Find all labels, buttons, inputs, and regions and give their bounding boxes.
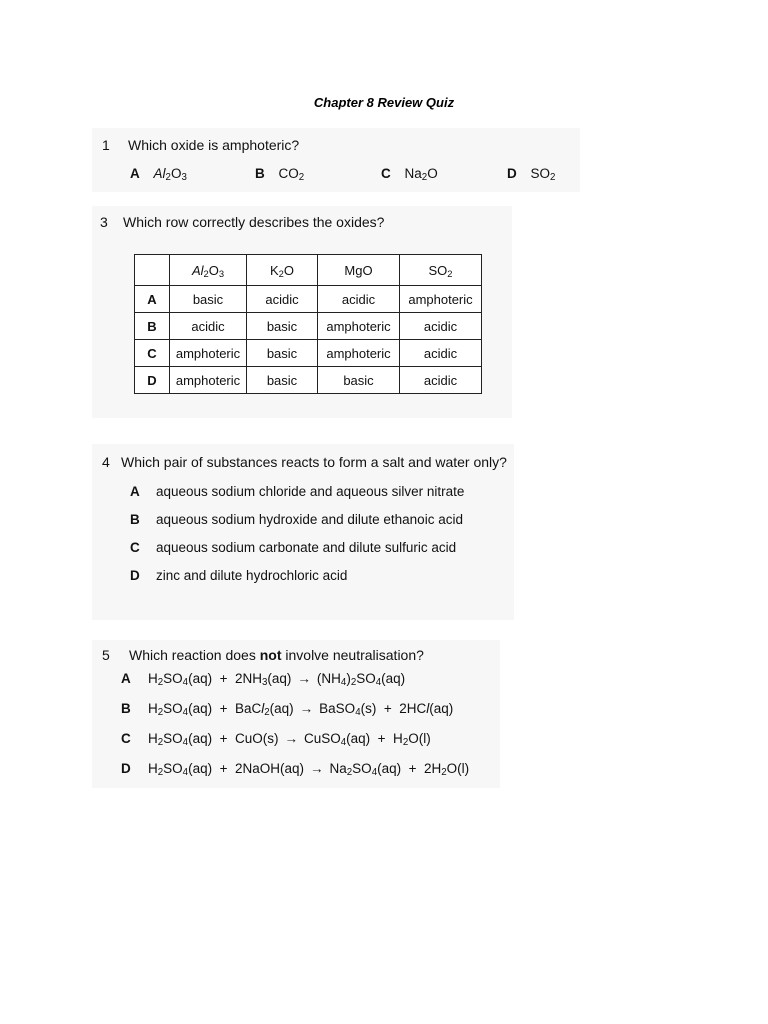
question-text-start: Which reaction does xyxy=(129,647,260,663)
formula-subscript: 2 xyxy=(157,767,164,779)
table-header-row xyxy=(135,255,482,286)
reactants xyxy=(148,701,294,719)
table-row[interactable] xyxy=(135,367,482,394)
question-number: 5 xyxy=(102,647,110,663)
option-label: C xyxy=(381,166,391,181)
q1-option-c[interactable] xyxy=(381,166,438,184)
q4-option-a[interactable] xyxy=(130,484,464,499)
row-label: C xyxy=(135,340,170,367)
products xyxy=(316,671,406,689)
option-label: B xyxy=(121,701,131,716)
option-label: B xyxy=(255,166,265,181)
question-text-end: involve neutralisation? xyxy=(281,647,424,663)
formula-subscript: 2 xyxy=(350,677,357,689)
formula-text: O(l) xyxy=(408,731,431,746)
table-cell: amphoteric xyxy=(170,367,247,394)
formula-italic: Al xyxy=(153,166,166,181)
table-cell: amphoteric xyxy=(170,340,247,367)
formula-subscript: 2 xyxy=(157,737,164,749)
formula-text: O(l) xyxy=(446,761,470,776)
option-label: A xyxy=(130,484,140,499)
formula-subscript: 2 xyxy=(278,268,284,279)
question-number: 1 xyxy=(102,137,110,153)
products xyxy=(319,701,454,719)
question-number: 3 xyxy=(100,214,108,230)
formula-text: ) xyxy=(346,671,351,686)
formula-subscript: 2 xyxy=(402,737,409,749)
reactants xyxy=(148,671,292,689)
table-cell: acidic xyxy=(400,313,482,340)
formula-text: (aq) + BaC xyxy=(188,701,262,716)
q5-option-d[interactable] xyxy=(121,761,470,779)
formula-text: (aq) + CuO(s) xyxy=(188,731,279,746)
table-row[interactable] xyxy=(135,340,482,367)
formula-text: O xyxy=(283,262,294,278)
arrow-icon: → xyxy=(310,761,324,776)
q1-option-d[interactable] xyxy=(507,166,556,184)
option-text: zinc and dilute hydrochloric acid xyxy=(156,568,348,583)
table-cell: basic xyxy=(247,340,318,367)
question-text: Which oxide is amphoteric? xyxy=(128,137,300,153)
col-header-so2 xyxy=(400,255,482,286)
formula-text: SO xyxy=(352,761,372,776)
formula-subscript: 4 xyxy=(182,707,189,719)
products xyxy=(329,761,470,779)
arrow-icon: → xyxy=(299,701,314,716)
col-header-al2o3 xyxy=(170,255,247,286)
q5-option-b[interactable] xyxy=(121,701,454,719)
formula-subscript: 4 xyxy=(182,767,189,779)
row-label: D xyxy=(135,367,170,394)
formula-text: O xyxy=(427,166,438,181)
table-cell: acidic xyxy=(247,286,318,313)
formula-text: (aq) + 2H xyxy=(377,761,442,776)
formula-subscript: 4 xyxy=(375,677,382,689)
formula-italic: l xyxy=(426,701,430,716)
formula-text: (aq) + 2NH xyxy=(188,671,262,686)
table-row[interactable] xyxy=(135,313,482,340)
formula-text: O xyxy=(170,166,182,181)
table-cell: amphoteric xyxy=(400,286,482,313)
formula-text: SO xyxy=(163,761,183,776)
products xyxy=(303,731,431,749)
table-cell: acidic xyxy=(400,340,482,367)
formula-text: (s) + 2HC xyxy=(360,701,427,716)
option-label: B xyxy=(130,512,140,527)
question-text: Which pair of substances reacts to form a salt and water only? xyxy=(121,454,507,470)
formula-subscript: 4 xyxy=(340,737,347,749)
table-cell: acidic xyxy=(318,286,400,313)
q1-option-a-formula xyxy=(153,166,187,184)
oxides-table xyxy=(134,254,482,394)
row-label: A xyxy=(135,286,170,313)
formula-text: BaSO xyxy=(319,701,356,716)
formula-subscript: 2 xyxy=(441,767,447,779)
option-text: aqueous sodium carbonate and dilute sulfuric acid xyxy=(156,540,457,555)
formula-text: (aq) xyxy=(429,701,454,716)
q5-option-c[interactable] xyxy=(121,731,431,749)
option-label: C xyxy=(130,540,140,555)
question-3 xyxy=(100,213,384,231)
formula-subscript: 2 xyxy=(346,767,353,779)
formula-subscript: 4 xyxy=(371,767,378,779)
col-header-k2o xyxy=(247,255,318,286)
table-cell: acidic xyxy=(400,367,482,394)
reactants xyxy=(148,731,279,749)
q1-option-a[interactable] xyxy=(130,166,187,184)
formula-subscript: 4 xyxy=(340,677,347,689)
question-emphasis: not xyxy=(259,647,282,663)
q1-option-d-formula xyxy=(530,166,556,184)
formula-text: H xyxy=(148,761,158,776)
question-5 xyxy=(102,646,424,664)
formula-text: (NH xyxy=(316,671,341,686)
formula-subscript: 2 xyxy=(203,268,209,279)
formula-text: Na xyxy=(329,761,347,776)
option-label: A xyxy=(121,671,131,686)
formula-text: SO xyxy=(428,262,448,278)
formula-text: CO xyxy=(278,166,299,181)
q4-option-c[interactable] xyxy=(130,540,456,555)
formula-text: Na xyxy=(404,166,422,181)
formula-subscript: 3 xyxy=(261,677,268,689)
option-label: C xyxy=(121,731,131,746)
question-text: Which row correctly describes the oxides? xyxy=(123,214,385,230)
q5-option-a[interactable] xyxy=(121,671,406,689)
page-title: Chapter 8 Review Quiz xyxy=(313,95,455,110)
table-cell: acidic xyxy=(170,313,247,340)
q4-option-b[interactable] xyxy=(130,512,463,527)
table-cell: basic xyxy=(247,313,318,340)
option-label: D xyxy=(130,568,140,583)
formula-text: (aq) xyxy=(267,671,292,686)
formula-text: CuSO xyxy=(303,731,341,746)
table-cell: basic xyxy=(318,367,400,394)
formula-subscript: 2 xyxy=(298,172,305,184)
row-label: B xyxy=(135,313,170,340)
formula-subscript: 4 xyxy=(182,737,189,749)
formula-text: SO xyxy=(163,701,183,716)
formula-subscript: 2 xyxy=(157,677,164,689)
option-label: D xyxy=(507,166,517,181)
formula-text: SO xyxy=(530,166,551,181)
formula-subscript: 2 xyxy=(264,707,270,719)
question-1 xyxy=(102,136,299,154)
formula-text: (aq) + 2NaOH(aq) xyxy=(188,761,304,776)
option-text: aqueous sodium hydroxide and dilute ethanoic acid xyxy=(156,512,463,527)
formula-text: SO xyxy=(163,671,183,686)
formula-subscript: 2 xyxy=(157,707,164,719)
arrow-icon: → xyxy=(297,671,311,686)
question-4 xyxy=(102,453,507,471)
formula-text: K xyxy=(270,262,279,278)
formula-text: (aq) + H xyxy=(346,731,403,746)
formula-text: (aq) xyxy=(269,701,294,716)
formula-text: H xyxy=(148,731,158,746)
formula-text: SO xyxy=(356,671,376,686)
option-text: aqueous sodium chloride and aqueous silver nitrate xyxy=(156,484,465,499)
formula-text: H xyxy=(148,671,158,686)
question-number: 4 xyxy=(102,454,110,470)
table-row[interactable] xyxy=(135,286,482,313)
formula-text: (aq) xyxy=(381,671,406,686)
arrow-icon: → xyxy=(284,731,298,746)
q4-option-d[interactable] xyxy=(130,568,347,583)
formula-subscript: 2 xyxy=(550,172,556,184)
q1-option-b-formula xyxy=(278,166,305,184)
formula-subscript: 2 xyxy=(165,172,171,184)
formula-text: MgO xyxy=(344,262,373,278)
table-cell: amphoteric xyxy=(318,313,400,340)
col-header-mgo xyxy=(318,255,400,286)
formula-subscript: 3 xyxy=(218,268,225,279)
option-label: A xyxy=(130,166,140,181)
formula-subscript: 3 xyxy=(181,172,187,184)
q1-option-b[interactable] xyxy=(255,166,305,184)
formula-subscript: 4 xyxy=(355,707,361,719)
table-cell: basic xyxy=(170,286,247,313)
table-corner xyxy=(135,255,170,286)
q1-option-c-formula xyxy=(404,166,438,184)
formula-text: H xyxy=(148,701,158,716)
formula-text: O xyxy=(208,262,219,278)
table-cell: amphoteric xyxy=(318,340,400,367)
formula-italic: Al xyxy=(191,262,204,278)
formula-italic: l xyxy=(261,701,265,716)
formula-text: SO xyxy=(163,731,183,746)
table-cell: basic xyxy=(247,367,318,394)
formula-subscript: 4 xyxy=(182,677,189,689)
formula-subscript: 2 xyxy=(421,172,428,184)
formula-subscript: 2 xyxy=(447,268,453,279)
reactants xyxy=(148,761,304,779)
option-label: D xyxy=(121,761,131,776)
